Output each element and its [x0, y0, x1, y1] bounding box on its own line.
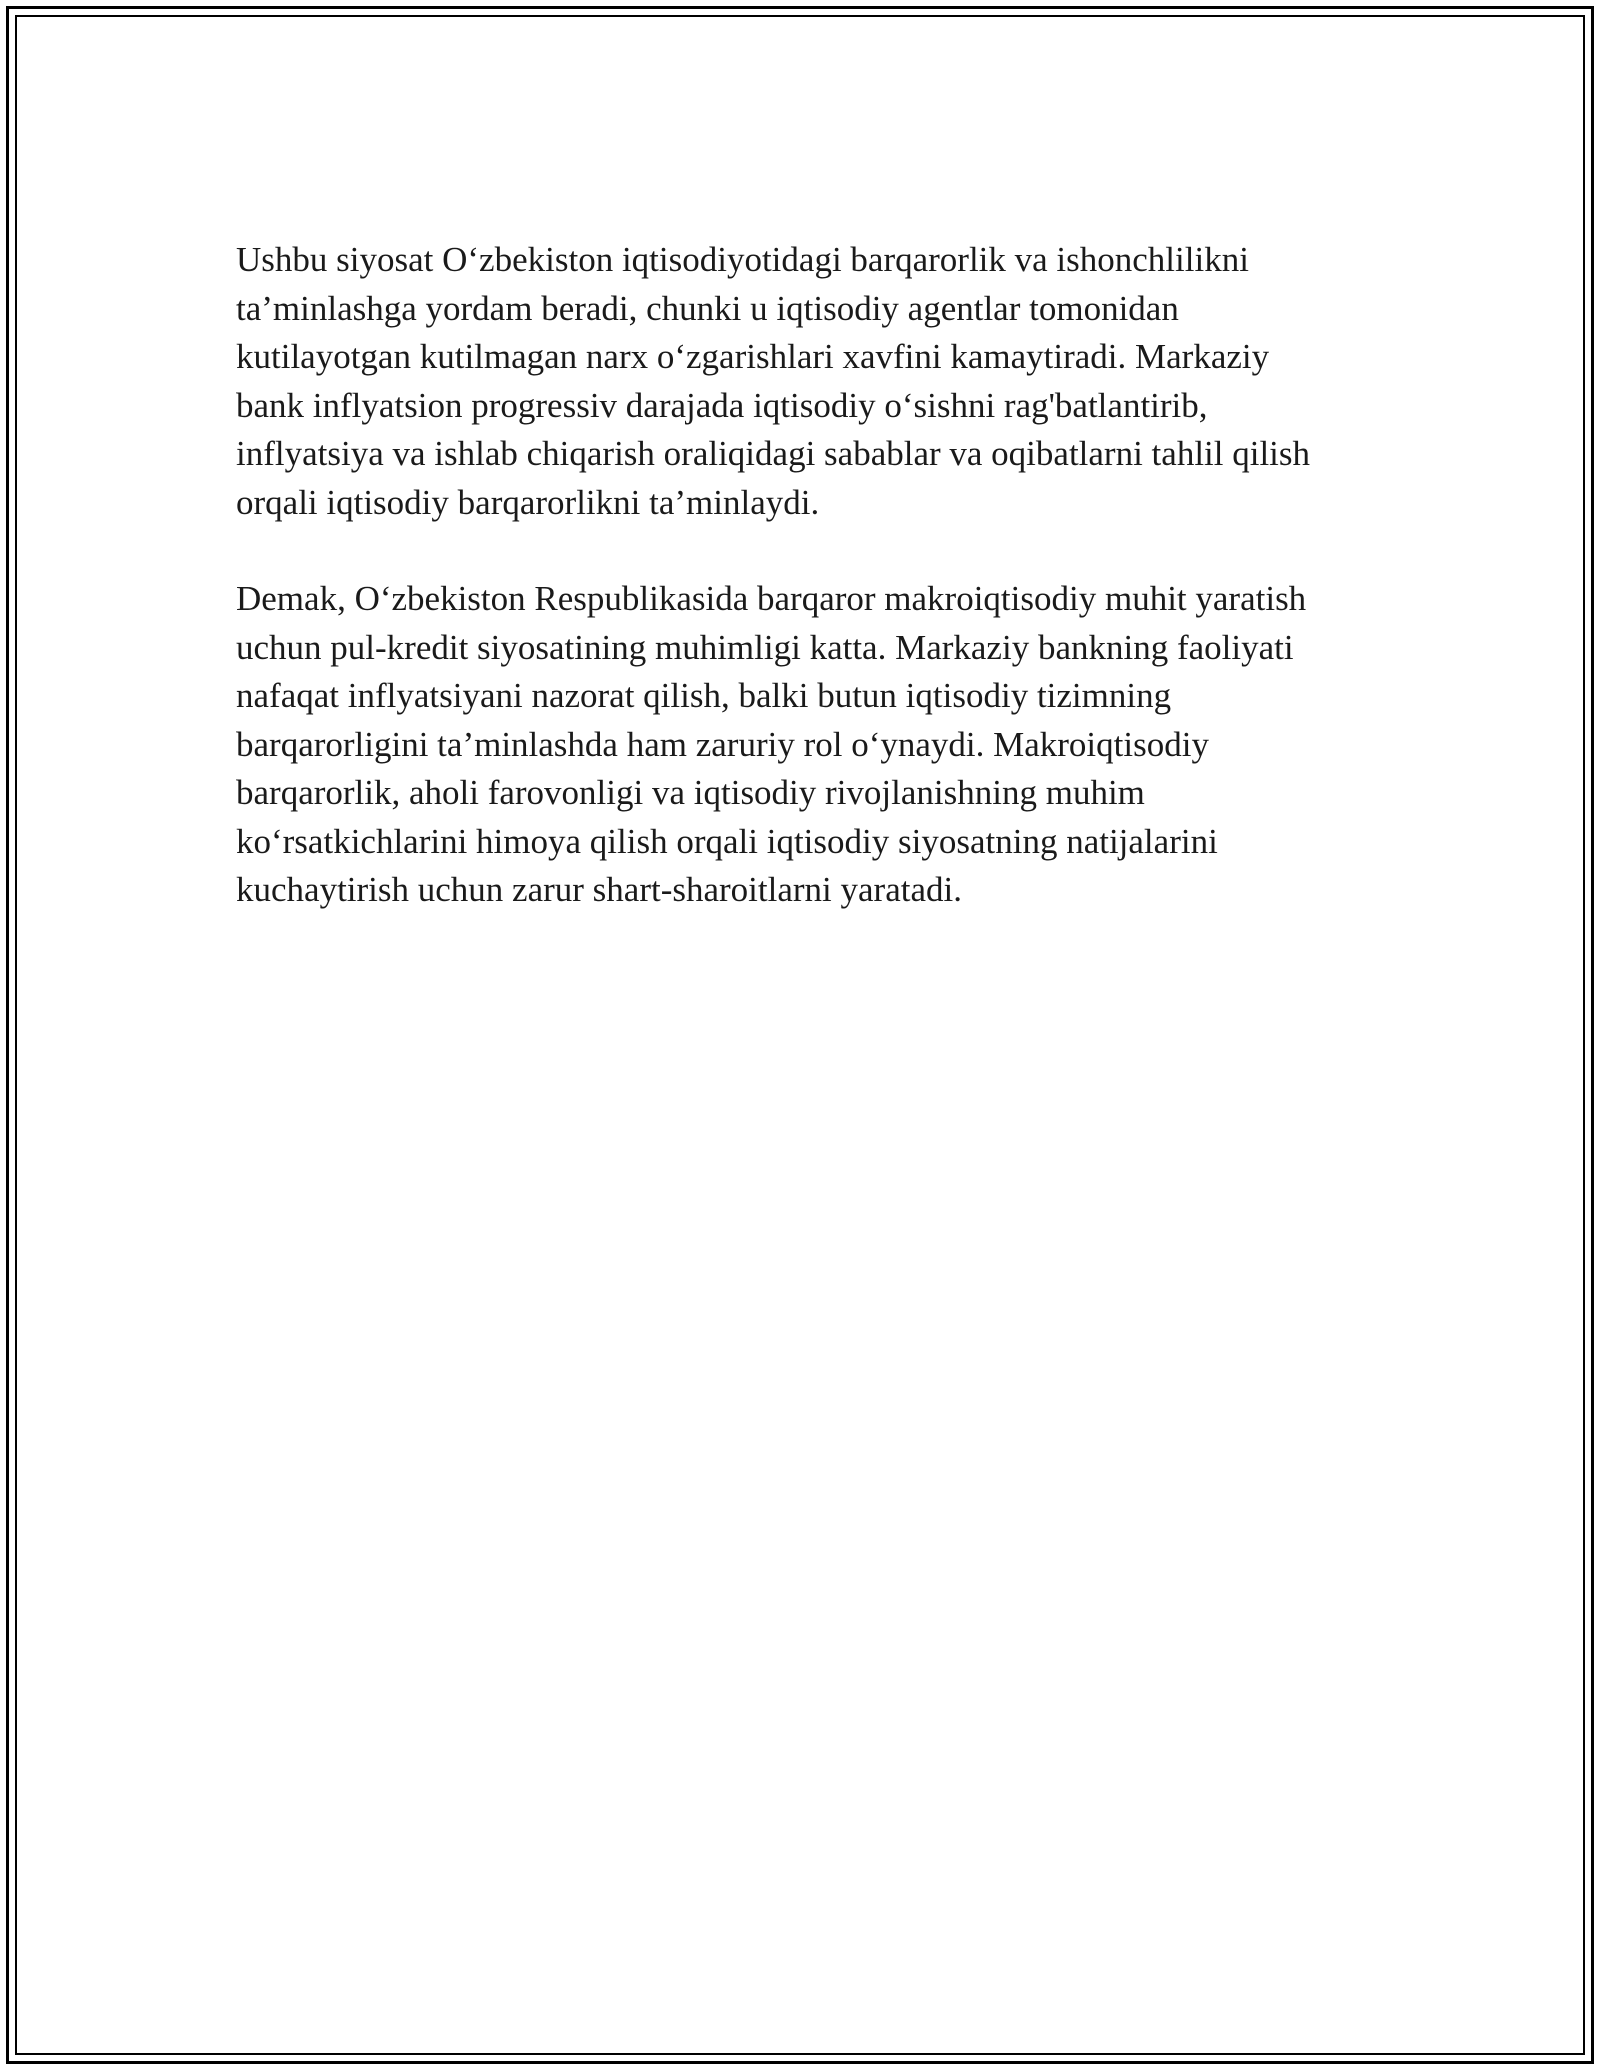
paragraph-1: Ushbu siyosat O‘zbekiston iqtisodiyotidagi barqarorlik va ishonchlilikni ta’minlashga yordam beradi, chunki u iqtisodiy agentlar tomonidan kutilayotgan kutilmagan narx o‘zgarishlari xavfini kamaytiradi. Markaziy bank inflyatsion progressiv darajada iqtisodiy o‘sishni rag'batlantirib, inflyatsiya va ishlab chiqarish oraliqidagi sabablar va oqibatlarni tahlil qilish orqali iqtisodiy barqarorlikni ta’minlaydi.	[236, 240, 1311, 522]
document-body	[236, 236, 1396, 963]
paragraph-2: Demak, O‘zbekiston Respublikasida barqaror makroiqtisodiy muhit yaratish uchun pul-kredit siyosatining muhimligi katta. Markaziy bankning faoliyati nafaqat inflyatsiyani nazorat qilish, balki butun iqtisodiy tizimning barqarorligini ta’minlashda ham zaruriy rol o‘ynaydi. Makroiqtisodiy barqarorlik, aholi farovonligi va iqtisodiy rivojlanishning muhim ko‘rsatkichlarini himoya qilish orqali iqtisodiy siyosatning natijalarini kuchaytirish uchun zarur shart-sharoitlarni yaratadi.	[236, 579, 1307, 909]
